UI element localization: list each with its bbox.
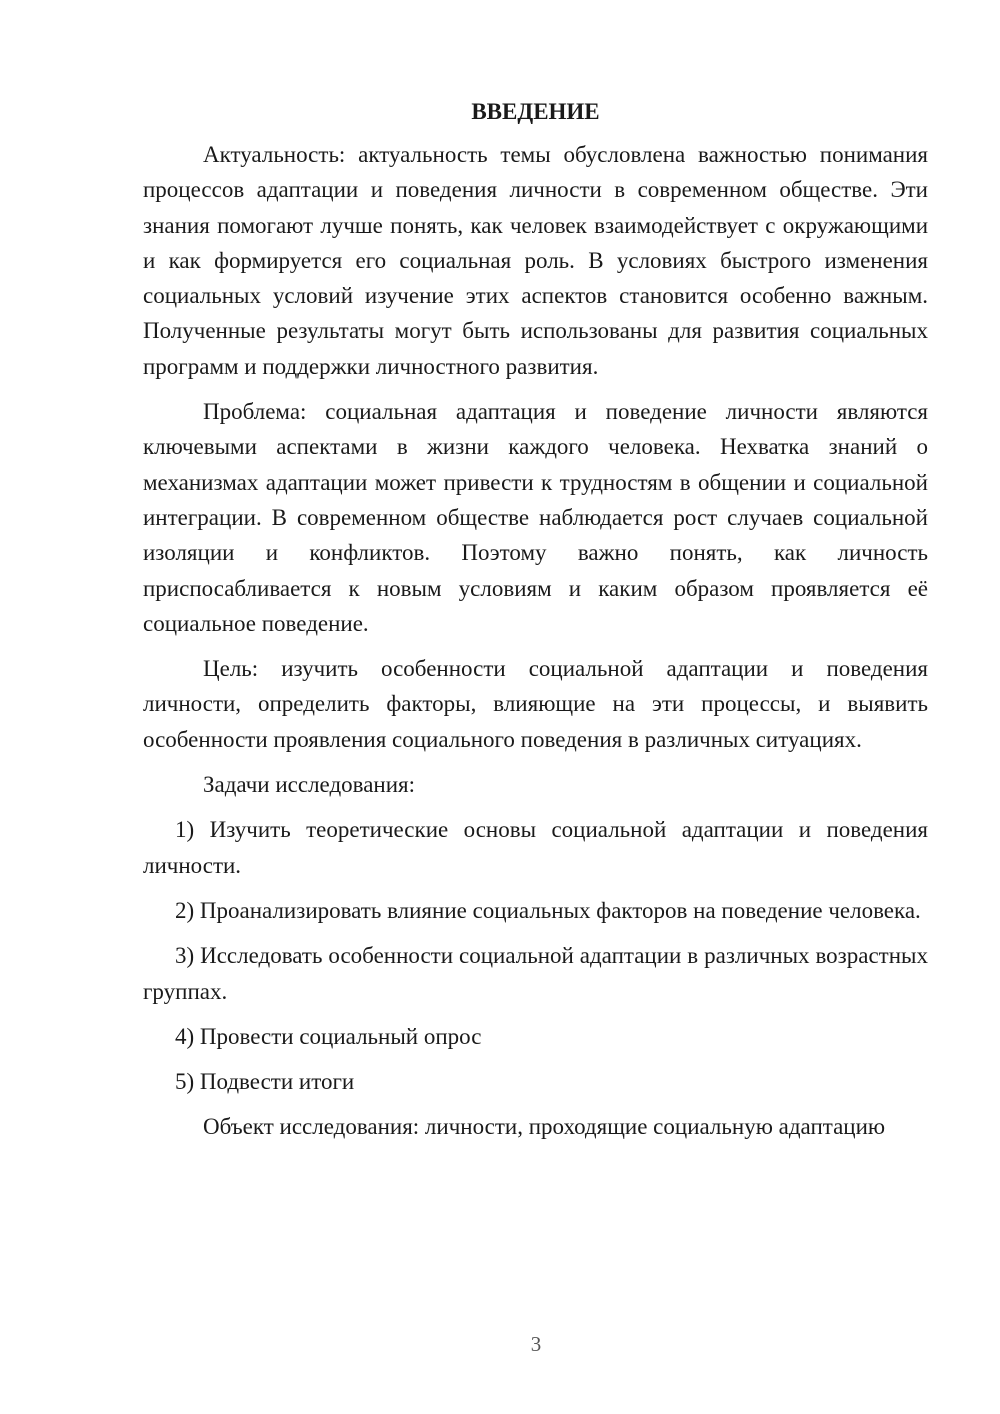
page-number: 3 xyxy=(530,1332,542,1356)
task-item: 5) Подвести итоги xyxy=(175,1069,355,1095)
section-title: ВВЕДЕНИЕ xyxy=(471,99,600,124)
task-item: 4) Провести социальный опрос xyxy=(175,1023,482,1049)
task-item: 1) Изучить теоретические основы социальной адаптации и поведения личности. xyxy=(143,817,928,878)
page-content xyxy=(143,94,928,1145)
tasks-heading: Задачи исследования: xyxy=(203,772,416,798)
object-paragraph: Объект исследования: личности, проходящие социальную адаптацию xyxy=(203,1114,886,1140)
task-item: 2) Проанализировать влияние социальных факторов на поведение человека. xyxy=(175,897,921,923)
task-item: 3) Исследовать особенности социальной адаптации в различных возрастных группах. xyxy=(143,943,928,1004)
goal-paragraph: Цель: изучить особенности социальной адаптации и поведения личности, определить факторы, влияющие на эти процессы, и выявить особенности проявления социального поведения в различных ситуациях. xyxy=(143,656,928,752)
relevance-paragraph: Актуальность: актуальность темы обусловлена важностью понимания процессов адаптации и поведения личности в современном обществе. Эти знания помогают лучше понять, как человек взаимодействует с окружающими и как формируется его социальная роль. В условиях быстрого изменения социальных условий изучение этих аспектов становится особенно важным. Полученные результаты могут быть использованы для развития социальных программ и поддержки личностного развития. xyxy=(143,142,928,379)
problem-paragraph: Проблема: социальная адаптация и поведение личности являются ключевыми аспектами в жизни каждого человека. Нехватка знаний о механизмах адаптации может привести к трудностям в общении и социальной интеграции. В современном обществе наблюдается рост случаев социальной изоляции и конфликтов. Поэтому важно понять, как личность приспосабливается к новым условиям и каким образом проявляется её социальное поведение. xyxy=(143,399,928,636)
